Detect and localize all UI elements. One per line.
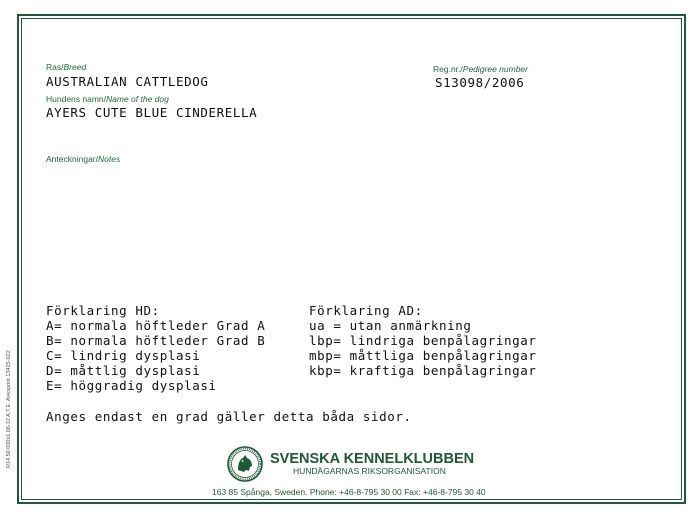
print-code: R14 50 000x1.06-12 A.T.E. Avesprint 13425-022 [6, 350, 12, 468]
reg-label-sv: Reg.nr./ [433, 64, 463, 74]
reg-label-en: Pedigree number [462, 64, 528, 74]
footnote: Anges endast en grad gäller detta båda sidor. [46, 409, 412, 424]
document-border-inner [21, 18, 682, 500]
dog-name-label-sv: Hundens namn/ [46, 94, 107, 104]
hd-title: Förklaring HD: [46, 303, 160, 318]
ad-line-kbp: kbp= kraftiga benpålagringar [309, 363, 537, 378]
ad-line-ua: ua = utan anmärkning [309, 318, 472, 333]
kennel-club-seal-icon [227, 446, 263, 482]
hd-line-e: E= höggradig dysplasi [46, 378, 217, 393]
dog-name-value: AYERS CUTE BLUE CINDERELLA [46, 105, 258, 120]
breed-label-sv: Ras/ [46, 62, 64, 72]
ad-line-mbp: mbp= måttliga benpålagringar [309, 348, 537, 363]
ad-title: Förklaring AD: [309, 303, 423, 318]
ad-line-lbp: lbp= lindriga benpålagringar [309, 333, 537, 348]
hd-line-a: A= normala höftleder Grad A [46, 318, 266, 333]
hd-line-c: C= lindrig dysplasi [46, 348, 201, 363]
notes-label [46, 154, 120, 164]
hd-line-b: B= normala höftleder Grad B [46, 333, 266, 348]
hd-line-d: D= måttlig dysplasi [46, 363, 201, 378]
reg-number-label [433, 64, 528, 74]
breed-label-en: Breed [63, 62, 87, 72]
dog-name-label-en: Name of the dog [106, 94, 169, 104]
notes-label-en: Notes [97, 154, 121, 164]
breed-value: AUSTRALIAN CATTLEDOG [46, 74, 209, 89]
dog-name-label [46, 94, 169, 104]
notes-label-sv: Anteckningar/ [46, 154, 98, 164]
reg-number-value: S13098/2006 [435, 75, 525, 90]
organization-name: SVENSKA KENNELKLUBBEN [270, 451, 475, 467]
organization-address: 163 85 Spånga, Sweden. Phone: +46-8-795 30 00 Fax: +46-8-795 30 40 [212, 487, 486, 497]
breed-label [46, 62, 86, 72]
organization-subtitle: HUNDÄGARNAS RIKSORGANISATION [293, 466, 446, 476]
